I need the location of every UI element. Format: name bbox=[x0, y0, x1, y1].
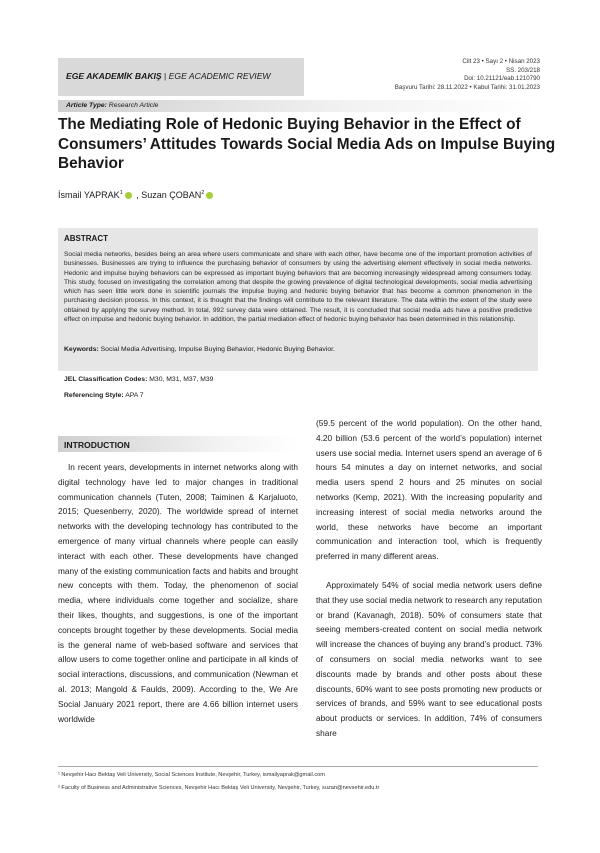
left-column bbox=[58, 460, 298, 726]
referencing-value: APA 7 bbox=[123, 392, 144, 399]
jel-label: JEL Classification Codes: bbox=[64, 376, 148, 383]
right-column bbox=[316, 416, 542, 741]
footnote-2: ² Faculty of Business and Administrative Sciences, Nevşehir Hacı Bektaş Veli University, Nevşehir, Turkey, suzan@nevsehir.edu.tr bbox=[58, 785, 380, 791]
paragraph: In recent years, developments in internet networks along with digital technology have led to major changes in traditional communication channels (Tuten, 2008; Taiminen & Karjaluoto, 2015; Quesenberry, 2020). The worldwide spread of internet networks with the developing technology has contributed to the emergence of many virtual channels where people can easily interact with each other. These developments have changed many of the existing communication facts and habits and brought new concepts with them. Today, the phenomenon of social media, where individuals come together and socialize, share their likes, thoughts, and suggestions, is one of the important concepts brought together by these developments. Social media is the general name of web-based software and services that allow users to come together online and participate in all kinds of social interactions, discussions, and communication (Newman et al. 2013; Mangold & Faulds, 2009). According to the, We Are Social January 2021 report, there are 4.66 billion internet users worldwide bbox=[58, 462, 298, 724]
article-type-value: Research Article bbox=[106, 102, 159, 109]
paragraph: (59.5 percent of the world population). On the other hand, 4.20 billion (53.6 percent of the world’s population) internet users use social media. Internet users spend an average of 6 hours 54 minutes a day on internet networks, and social media users spend 2 hours and 25 minutes on social networks (Kemp, 2021). With the increasing popularity and increasing interest of social media networks around the world, these networks have become an important communication and interaction tool, which is frequently preferred in many different areas. bbox=[316, 418, 542, 562]
author-separator: , bbox=[133, 190, 142, 200]
jel-codes bbox=[64, 376, 213, 383]
keywords bbox=[64, 346, 335, 353]
referencing-label: Referencing Style: bbox=[64, 392, 124, 399]
publication-meta bbox=[320, 58, 540, 92]
journal-name: EGE AKADEMİK BAKIŞ | EGE ACADEMIC REVIEW bbox=[66, 71, 271, 81]
author-affiliation-mark: 2 bbox=[201, 190, 205, 196]
keywords-label: Keywords: bbox=[64, 346, 99, 353]
orcid-icon[interactable] bbox=[125, 192, 132, 199]
abstract-text: Social media networks, besides being an area where users communicate and share with each other, have become one of the important promotion activities of businesses. Businesses are trying to influence the purchasing behavior of consumers by using the advertising element effectively in social media networks. Hedonic and impulse buying behaviors can be expressed as important buying behaviors that are becoming increasingly widespread among consumers today. This study, focused on investigating the correlation among that despite the growing prevalence of digital technological developments, social media advertising which has seen little work done in scientific journals the impulse buying and hedonic buying behavior that has become a common phenomenon in the purchasing decision process. In this context, it is thought that the findings will contribute to the relevant literature. The data within the extent of the study were obtained by applying the survey method. In total, 992 survey data were obtained. The result, it is concluded that social media ads have a positive predictive effect on impulse and hedonic buying behavior. In addition, the partial mediation effect of hedonic buying behavior has been determined in this relationship. bbox=[64, 251, 532, 324]
doi: Doi: 10.21121/eab.1210790 bbox=[464, 75, 540, 83]
orcid-icon[interactable] bbox=[206, 192, 213, 199]
paragraph: Approximately 54% of social media network users define that they use social media network to research any reputation or brand (Kavanagh, 2018). 50% of consumers state that seeing members-created content on social media network will increase the chances of buying any brand’s product. 73% of consumers on social media networks want to see discounts made by brands and other posts about these discounts, 60% want to see posts promoting new products or services of brands, and 59% want to see educational posts about products or services. In addition, 74% of consumers share bbox=[316, 579, 542, 738]
footnote-1: ¹ Nevşehir Hacı Bektaş Veli University, Social Sciences Institute, Nevşehir, Turkey, ismailyaprak@gmail.com bbox=[58, 772, 325, 778]
keywords-value: Social Media Advertising, Impulse Buying Behavior, Hedonic Buying Behavior. bbox=[98, 346, 335, 353]
paper-title: The Mediating Role of Hedonic Buying Behavior in the Effect of Consumers’ Attitudes Towards Social Media Ads on Impulse Buying Behavior bbox=[58, 116, 556, 172]
introduction-heading: INTRODUCTION bbox=[64, 440, 130, 450]
referencing-style bbox=[64, 392, 144, 399]
jel-value: M30, M31, M37, M39 bbox=[147, 376, 214, 383]
author-affiliation-mark: 1 bbox=[119, 190, 123, 196]
article-type-bar bbox=[58, 100, 538, 112]
abstract-heading: ABSTRACT bbox=[64, 234, 108, 243]
volume-info: Cilt 23 • Sayı 2 • Nisan 2023 bbox=[462, 58, 540, 65]
article-type-label: Article Type: bbox=[66, 102, 107, 109]
author-name: İsmail YAPRAK bbox=[58, 190, 120, 200]
author-name: Suzan ÇOBAN bbox=[141, 190, 202, 200]
submission-dates: Başvuru Tarihi: 28.11.2022 • Kabul Tarihi: 31.01.2023 bbox=[394, 83, 540, 91]
page-range: SS. 203/218 bbox=[505, 66, 540, 74]
footnote-divider bbox=[58, 766, 538, 767]
author-list bbox=[58, 190, 215, 200]
